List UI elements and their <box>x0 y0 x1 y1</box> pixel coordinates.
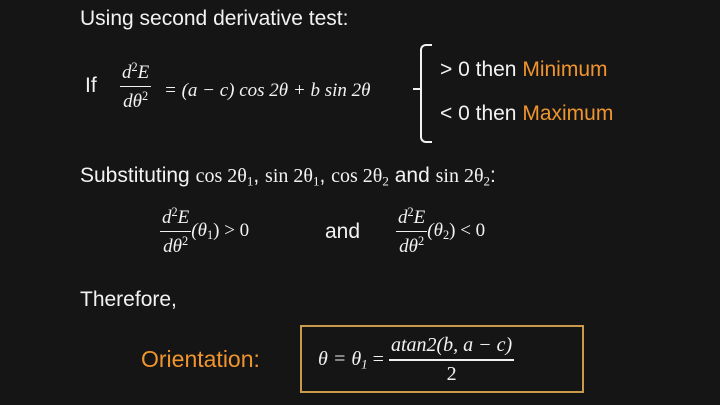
therefore-label: Therefore, <box>80 288 177 311</box>
theta-exponent: 2 <box>141 89 149 104</box>
second-derivative-fraction <box>120 60 151 113</box>
cases-brace <box>420 44 432 143</box>
inequality-theta1: $\frac{d^2E}{d\theta^2}$ $(\theta_1) > 0$ <box>162 205 250 258</box>
d-exponent: 2 <box>131 60 138 74</box>
brace-tip <box>413 88 421 90</box>
orientation-eq: = <box>372 348 384 371</box>
minimum-label: Minimum <box>522 58 608 81</box>
term-cos2: $\cos 2\theta_2$ <box>331 165 389 189</box>
term-cos1: $\cos 2\theta_1$ <box>195 165 254 189</box>
case-min-condition: > 0 then <box>440 58 517 81</box>
d-theta: dθ <box>123 91 142 113</box>
case-minimum <box>440 58 608 82</box>
orientation-numerator: atan2(b, a − c) <box>390 334 513 356</box>
and-word: and <box>394 164 430 187</box>
case-max-condition: < 0 then <box>440 102 517 125</box>
orientation-formula <box>318 334 514 386</box>
term-sin1: $\sin 2\theta_1$ <box>265 165 320 189</box>
inequality-and: and <box>325 220 361 243</box>
orientation-label: Orientation: <box>141 346 260 372</box>
ineq2-arg: $(\theta_2) < 0$ <box>427 219 486 243</box>
inequality-theta2: $\frac{d^2E}{d\theta^2}$ $(\theta_2) < 0$ <box>398 205 486 258</box>
term-sin2: $\sin 2\theta_2$ <box>435 165 491 189</box>
orientation-lhs: $\theta = \theta_1$ <box>318 347 368 371</box>
intro-heading: Using second derivative test: <box>80 7 349 30</box>
d-symbol: d <box>122 61 132 83</box>
ineq1-arg: $(\theta_1) > 0$ <box>191 219 250 243</box>
energy-var: E <box>137 61 150 83</box>
substituting-line: Substituting $\cos 2\theta_1$, $\sin 2\theta_1$, $\cos 2\theta_2$ and $\sin 2\theta_2$: <box>80 164 496 189</box>
orientation-denominator: 2 <box>446 362 457 385</box>
if-label: If <box>85 74 97 97</box>
maximum-label: Maximum <box>522 102 614 125</box>
derivative-rhs: = (a − c) cos 2θ + b sin 2θ <box>164 80 371 101</box>
case-maximum <box>440 102 613 126</box>
substituting-label: Substituting <box>80 164 190 187</box>
fraction-bar <box>120 86 151 88</box>
